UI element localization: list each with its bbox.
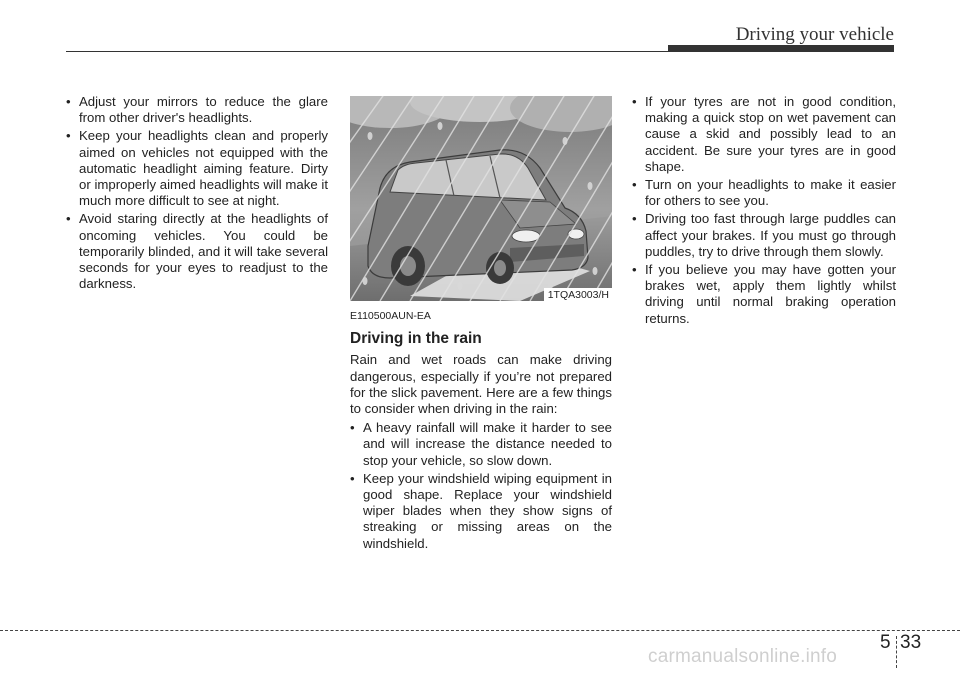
list-item: • Adjust your mirrors to reduce the glare from other driver's headlights. xyxy=(66,94,328,126)
left-bullet-list xyxy=(66,94,328,292)
section-code: E110500AUN-EA xyxy=(350,310,431,322)
page-number: 33 xyxy=(900,632,922,653)
list-item: • Keep your headlights clean and properly aimed on vehicles not equipped with the automatic headlight aiming feature. Dirty or improperly aimed headlights will make it much more difficult to see at night. xyxy=(66,128,328,209)
chapter-number: 5 xyxy=(880,632,891,653)
watermark: carmanualsonline.info xyxy=(648,646,838,667)
car-in-rain-image xyxy=(350,96,612,301)
right-column xyxy=(632,94,896,329)
rain-driving-illustration xyxy=(350,96,612,301)
list-item: • A heavy rainfall will make it harder to see and will increase the distance needed to stop your vehicle, so slow down. xyxy=(350,420,612,469)
list-item: • Turn on your headlights to make it easier for others to see you. xyxy=(632,177,896,209)
list-item: • Driving too fast through large puddles can affect your brakes. If you must go through puddles, try to drive through them slowly. xyxy=(632,211,896,260)
list-item: • Avoid staring directly at the headlights of oncoming vehicles. You could be temporarily blinded, and it will take several seconds for your eyes to readjust to the darkness. xyxy=(66,211,328,292)
list-item: • Keep your windshield wiping equipment in good shape. Replace your windshield wiper blades when they show signs of streaking or missing areas on the windshield. xyxy=(350,471,612,552)
left-column xyxy=(66,94,328,294)
list-item: • If you believe you may have gotten your brakes wet, apply them lightly whilst driving until normal braking operation returns. xyxy=(632,262,896,327)
page-header-title: Driving your vehicle xyxy=(735,24,894,45)
figure-code-label: 1TQA3003/H xyxy=(544,288,612,301)
section-intro: Rain and wet roads can make driving dangerous, especially if you’re not prepared for the slick pavement. Here are a few things to consider when driving in the rain: xyxy=(350,352,612,417)
list-item: • If your tyres are not in good condition, making a quick stop on wet pavement can cause a skid and possibly lead to an accident. Be sure your tyres are in good shape. xyxy=(632,94,896,175)
right-bullet-list xyxy=(632,94,896,327)
middle-bullet-list xyxy=(350,420,612,552)
header-rule-accent xyxy=(668,45,894,52)
section-title: Driving in the rain xyxy=(350,330,482,348)
middle-column xyxy=(350,300,612,554)
page-number-divider xyxy=(896,636,897,668)
footer-rule xyxy=(0,630,960,631)
